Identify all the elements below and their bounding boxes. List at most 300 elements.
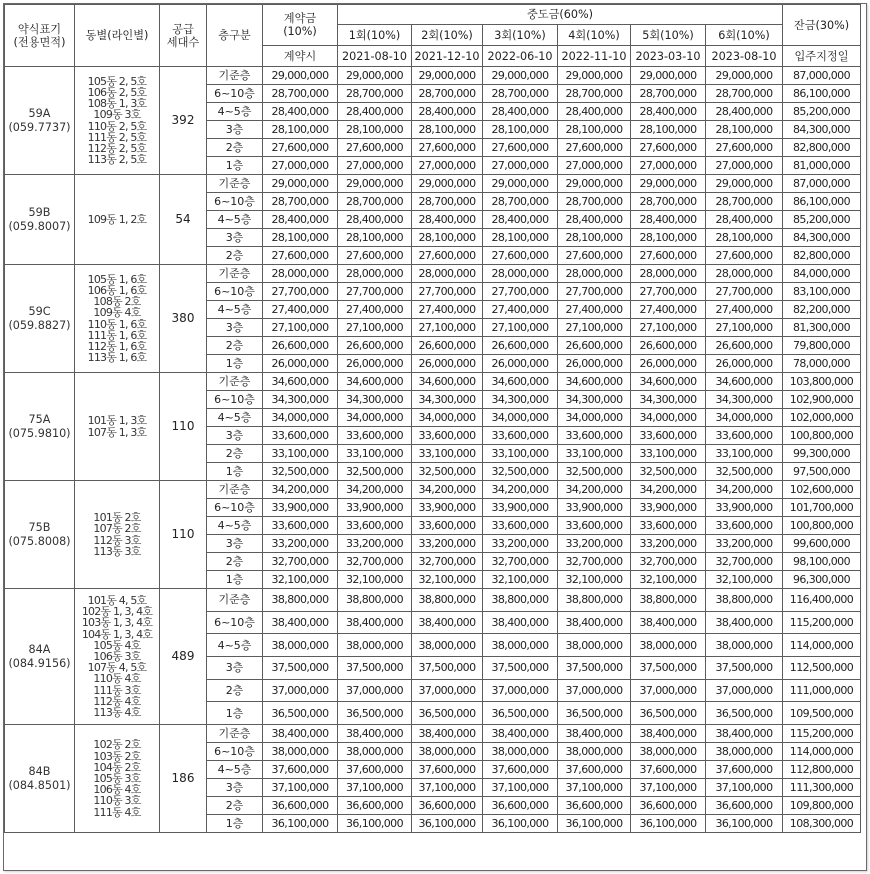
- floor-cell: 1층: [207, 157, 263, 175]
- installment-amount-cell: 38,400,000: [483, 611, 558, 634]
- dong-line-item: 107동 4, 5호: [87, 661, 147, 675]
- balance-amount-cell: 84,000,000: [783, 265, 861, 283]
- installment-amount-cell: 33,600,000: [558, 517, 631, 535]
- installment-amount-cell: 26,000,000: [706, 355, 783, 373]
- installment-amount-cell: 36,600,000: [706, 797, 783, 815]
- installment-amount-cell: 27,400,000: [558, 301, 631, 319]
- contract-header: 계약금 (10%): [263, 5, 338, 46]
- installment-amount-cell: 27,600,000: [558, 139, 631, 157]
- installment-amount-cell: 28,700,000: [483, 193, 558, 211]
- installment-amount-cell: 37,600,000: [483, 761, 558, 779]
- installment-amount-cell: 37,000,000: [706, 679, 783, 702]
- installment-amount-cell: 27,400,000: [483, 301, 558, 319]
- dong-line-item: 105동 3호: [93, 772, 141, 786]
- unit-type-cell: [5, 725, 75, 833]
- balance-amount-cell: 85,200,000: [783, 103, 861, 121]
- contract-amount-cell: 37,500,000: [263, 657, 338, 680]
- installment-amount-cell: 29,000,000: [631, 67, 706, 85]
- supply-count-cell: 110: [160, 481, 207, 589]
- installment-amount-cell: 34,600,000: [558, 373, 631, 391]
- installment-amount-cell: 27,100,000: [412, 319, 483, 337]
- installment-amount-cell: 36,500,000: [338, 702, 412, 725]
- floor-cell: 기준층: [207, 481, 263, 499]
- contract-amount-cell: 28,700,000: [263, 193, 338, 211]
- installment-amount-cell: 38,800,000: [706, 589, 783, 612]
- contract-amount-cell: 32,700,000: [263, 553, 338, 571]
- installment-amount-cell: 34,200,000: [706, 481, 783, 499]
- floor-cell: 기준층: [207, 589, 263, 612]
- balance-amount-cell: 101,700,000: [783, 499, 861, 517]
- balance-amount-cell: 84,300,000: [783, 229, 861, 247]
- contract-amount-cell: 28,100,000: [263, 229, 338, 247]
- floor-cell: 6~10층: [207, 611, 263, 634]
- unit-area-label: (084.8501): [8, 778, 71, 792]
- dong-line-item: 106동 2, 5호: [87, 85, 147, 99]
- floor-cell: 1층: [207, 571, 263, 589]
- contract-amount-cell: 28,700,000: [263, 85, 338, 103]
- installment-amount-cell: 27,000,000: [631, 157, 706, 175]
- installment-amount-cell: 33,600,000: [631, 427, 706, 445]
- installment-amount-cell: 27,400,000: [631, 301, 706, 319]
- installment-amount-cell: 29,000,000: [483, 67, 558, 85]
- installment-amount-cell: 28,100,000: [412, 229, 483, 247]
- installment-amount-cell: 33,200,000: [631, 535, 706, 553]
- installment-amount-cell: 27,000,000: [338, 157, 412, 175]
- installment-amount-cell: 33,600,000: [483, 427, 558, 445]
- installment-amount-cell: 28,000,000: [483, 265, 558, 283]
- balance-amount-cell: 84,300,000: [783, 121, 861, 139]
- dong-line-item: 110동 2, 5호: [87, 119, 147, 133]
- installment-amount-cell: 37,600,000: [631, 761, 706, 779]
- contract-amount-cell: 38,800,000: [263, 589, 338, 612]
- floor-cell: 2층: [207, 247, 263, 265]
- installment-amount-cell: 32,500,000: [706, 463, 783, 481]
- installment-amount-cell: 33,900,000: [631, 499, 706, 517]
- dong-line-item: 102동 1, 3, 4호: [81, 605, 153, 619]
- installment-1-date: 2021-08-10: [338, 46, 412, 67]
- installment-amount-cell: 34,600,000: [338, 373, 412, 391]
- dong-line-item: 112동 4호: [93, 694, 141, 708]
- installment-amount-cell: 29,000,000: [483, 175, 558, 193]
- installment-amount-cell: 33,600,000: [631, 517, 706, 535]
- installment-3-date: 2022-06-10: [483, 46, 558, 67]
- dong-header: 동별(라인별): [75, 5, 160, 67]
- balance-amount-cell: 102,000,000: [783, 409, 861, 427]
- dong-line-item: 110동 3호: [93, 794, 141, 808]
- floor-cell: 3층: [207, 779, 263, 797]
- installment-amount-cell: 36,600,000: [631, 797, 706, 815]
- installment-amount-cell: 34,000,000: [338, 409, 412, 427]
- installment-amount-cell: 37,500,000: [631, 657, 706, 680]
- installment-amount-cell: 37,000,000: [483, 679, 558, 702]
- table-row: [5, 67, 861, 85]
- installment-amount-cell: 28,700,000: [338, 193, 412, 211]
- installment-amount-cell: 38,000,000: [412, 743, 483, 761]
- balance-amount-cell: 114,000,000: [783, 634, 861, 657]
- table-row: [5, 589, 861, 612]
- dong-line-item: 107동 1, 3호: [87, 425, 147, 439]
- dong-line-item: 102동 2호: [93, 738, 141, 752]
- dong-line-item: 110동 4호: [93, 672, 141, 686]
- balance-header: 잔금(30%): [783, 5, 861, 46]
- installment-amount-cell: 33,600,000: [706, 427, 783, 445]
- installment-amount-cell: 37,500,000: [338, 657, 412, 680]
- contract-amount-cell: 28,400,000: [263, 103, 338, 121]
- type-header: 약식표기 (전용면적): [5, 5, 75, 67]
- installment-2-date: 2021-12-10: [412, 46, 483, 67]
- installment-amount-cell: 33,600,000: [558, 427, 631, 445]
- dong-line-item: 112동 3호: [93, 533, 141, 547]
- installment-amount-cell: 26,600,000: [338, 337, 412, 355]
- installment-amount-cell: 34,600,000: [631, 373, 706, 391]
- installment-amount-cell: 38,400,000: [631, 611, 706, 634]
- installment-amount-cell: 32,700,000: [338, 553, 412, 571]
- floor-cell: 6~10층: [207, 391, 263, 409]
- installment-amount-cell: 27,000,000: [483, 157, 558, 175]
- unit-area-label: (059.8007): [8, 219, 71, 233]
- installment-amount-cell: 27,700,000: [483, 283, 558, 301]
- unit-area-label: (059.8827): [8, 318, 71, 332]
- installment-amount-cell: 28,700,000: [706, 193, 783, 211]
- table-header: [5, 5, 861, 67]
- floor-cell: 4~5층: [207, 761, 263, 779]
- dong-line-item: 113동 2, 5호: [87, 153, 147, 167]
- installment-6-header: 6회(10%): [706, 25, 783, 46]
- contract-amount-cell: 29,000,000: [263, 175, 338, 193]
- installment-amount-cell: 34,300,000: [558, 391, 631, 409]
- installment-amount-cell: 32,500,000: [338, 463, 412, 481]
- installment-amount-cell: 28,400,000: [338, 103, 412, 121]
- floor-cell: 3층: [207, 121, 263, 139]
- installment-amount-cell: 28,700,000: [412, 85, 483, 103]
- installment-amount-cell: 27,100,000: [558, 319, 631, 337]
- installment-amount-cell: 38,800,000: [631, 589, 706, 612]
- table-row: [5, 175, 861, 193]
- dong-lines-cell: [75, 373, 160, 481]
- dong-line-item: 101동 1, 3호: [87, 414, 147, 428]
- installment-6-date: 2023-08-10: [706, 46, 783, 67]
- installment-amount-cell: 26,000,000: [558, 355, 631, 373]
- floor-cell: 1층: [207, 463, 263, 481]
- unit-type-label: 59A: [28, 106, 51, 120]
- contract-amount-cell: 37,000,000: [263, 679, 338, 702]
- installment-amount-cell: 27,600,000: [338, 139, 412, 157]
- installment-amount-cell: 33,200,000: [706, 535, 783, 553]
- dong-line-item: 111동 3호: [93, 683, 141, 697]
- installment-amount-cell: 26,600,000: [483, 337, 558, 355]
- installment-amount-cell: 34,200,000: [558, 481, 631, 499]
- dong-line-item: 104동 1, 3, 4호: [81, 627, 153, 641]
- supply-header: 공급 세대수: [160, 5, 207, 67]
- floor-cell: 3층: [207, 535, 263, 553]
- dong-lines-cell: [75, 589, 160, 725]
- table-row: [5, 265, 861, 283]
- installment-amount-cell: 27,100,000: [338, 319, 412, 337]
- installment-amount-cell: 38,000,000: [706, 743, 783, 761]
- installment-amount-cell: 37,100,000: [483, 779, 558, 797]
- installment-amount-cell: 27,400,000: [412, 301, 483, 319]
- supply-count-cell: 392: [160, 67, 207, 175]
- balance-amount-cell: 103,800,000: [783, 373, 861, 391]
- floor-cell: 2층: [207, 139, 263, 157]
- contract-amount-cell: 27,700,000: [263, 283, 338, 301]
- dong-lines-cell: [75, 265, 160, 373]
- unit-area-label: (075.8008): [8, 534, 71, 548]
- installment-amount-cell: 32,700,000: [706, 553, 783, 571]
- contract-amount-cell: 38,000,000: [263, 743, 338, 761]
- installment-amount-cell: 33,600,000: [412, 427, 483, 445]
- unit-type-cell: [5, 265, 75, 373]
- installment-amount-cell: 34,600,000: [412, 373, 483, 391]
- installment-amount-cell: 27,000,000: [558, 157, 631, 175]
- balance-amount-cell: 109,500,000: [783, 702, 861, 725]
- installment-amount-cell: 28,000,000: [338, 265, 412, 283]
- installment-amount-cell: 27,600,000: [631, 139, 706, 157]
- installment-amount-cell: 33,900,000: [412, 499, 483, 517]
- installment-amount-cell: 32,100,000: [706, 571, 783, 589]
- installment-amount-cell: 29,000,000: [338, 175, 412, 193]
- installment-amount-cell: 37,000,000: [631, 679, 706, 702]
- dong-line-item: 106동 4호: [93, 783, 141, 797]
- installment-amount-cell: 38,800,000: [412, 589, 483, 612]
- installment-amount-cell: 37,000,000: [412, 679, 483, 702]
- balance-amount-cell: 114,000,000: [783, 743, 861, 761]
- installment-amount-cell: 32,100,000: [631, 571, 706, 589]
- installment-amount-cell: 33,100,000: [483, 445, 558, 463]
- unit-area-label: (084.9156): [8, 656, 71, 670]
- supply-count-cell: 186: [160, 725, 207, 833]
- installment-amount-cell: 27,100,000: [631, 319, 706, 337]
- dong-line-item: 109동 1, 2호: [87, 212, 147, 226]
- dong-lines-cell: [75, 725, 160, 833]
- balance-amount-cell: 111,000,000: [783, 679, 861, 702]
- installment-amount-cell: 29,000,000: [631, 175, 706, 193]
- installment-amount-cell: 34,200,000: [338, 481, 412, 499]
- installment-amount-cell: 34,600,000: [483, 373, 558, 391]
- installment-amount-cell: 38,400,000: [706, 611, 783, 634]
- contract-amount-cell: 26,600,000: [263, 337, 338, 355]
- contract-amount-cell: 32,500,000: [263, 463, 338, 481]
- floor-cell: 6~10층: [207, 85, 263, 103]
- installment-amount-cell: 27,600,000: [483, 247, 558, 265]
- installment-amount-cell: 34,000,000: [483, 409, 558, 427]
- balance-amount-cell: 112,800,000: [783, 761, 861, 779]
- contract-amount-cell: 27,000,000: [263, 157, 338, 175]
- installment-amount-cell: 37,000,000: [338, 679, 412, 702]
- installment-amount-cell: 28,100,000: [706, 229, 783, 247]
- installment-amount-cell: 28,700,000: [412, 193, 483, 211]
- installment-amount-cell: 28,700,000: [706, 85, 783, 103]
- balance-amount-cell: 78,000,000: [783, 355, 861, 373]
- installment-amount-cell: 27,600,000: [558, 247, 631, 265]
- contract-amount-cell: 38,400,000: [263, 725, 338, 743]
- installment-amount-cell: 36,100,000: [338, 815, 412, 833]
- installment-amount-cell: 29,000,000: [706, 67, 783, 85]
- unit-area-label: (075.9810): [8, 426, 71, 440]
- unit-type-label: 84B: [28, 764, 51, 778]
- installment-amount-cell: 27,400,000: [706, 301, 783, 319]
- balance-amount-cell: 97,500,000: [783, 463, 861, 481]
- contract-amount-cell: 37,600,000: [263, 761, 338, 779]
- installment-amount-cell: 28,400,000: [631, 103, 706, 121]
- installment-amount-cell: 28,400,000: [483, 103, 558, 121]
- balance-amount-cell: 115,200,000: [783, 611, 861, 634]
- unit-type-group: [5, 175, 861, 265]
- installment-amount-cell: 28,700,000: [631, 85, 706, 103]
- installment-amount-cell: 38,400,000: [412, 611, 483, 634]
- installment-amount-cell: 33,100,000: [706, 445, 783, 463]
- floor-cell: 4~5층: [207, 103, 263, 121]
- installment-amount-cell: 34,300,000: [483, 391, 558, 409]
- balance-amount-cell: 82,800,000: [783, 139, 861, 157]
- installment-amount-cell: 26,600,000: [412, 337, 483, 355]
- balance-amount-cell: 99,300,000: [783, 445, 861, 463]
- floor-cell: 2층: [207, 337, 263, 355]
- contract-amount-cell: 26,000,000: [263, 355, 338, 373]
- installment-amount-cell: 34,200,000: [412, 481, 483, 499]
- installment-amount-cell: 29,000,000: [558, 175, 631, 193]
- installment-amount-cell: 37,100,000: [631, 779, 706, 797]
- installment-amount-cell: 38,000,000: [706, 634, 783, 657]
- installment-amount-cell: 27,700,000: [631, 283, 706, 301]
- balance-amount-cell: 83,100,000: [783, 283, 861, 301]
- installment-amount-cell: 29,000,000: [706, 175, 783, 193]
- installment-amount-cell: 28,400,000: [631, 211, 706, 229]
- floor-cell: 4~5층: [207, 301, 263, 319]
- installment-amount-cell: 36,100,000: [412, 815, 483, 833]
- installment-amount-cell: 33,600,000: [483, 517, 558, 535]
- installment-amount-cell: 28,100,000: [338, 121, 412, 139]
- floor-cell: 4~5층: [207, 634, 263, 657]
- dong-line-item: 105동 1, 6호: [87, 272, 147, 286]
- dong-line-item: 106동 1, 6호: [87, 283, 147, 297]
- installment-amount-cell: 37,500,000: [558, 657, 631, 680]
- installment-amount-cell: 33,900,000: [706, 499, 783, 517]
- balance-amount-cell: 102,900,000: [783, 391, 861, 409]
- balance-amount-cell: 81,300,000: [783, 319, 861, 337]
- balance-amount-cell: 108,300,000: [783, 815, 861, 833]
- floor-cell: 6~10층: [207, 499, 263, 517]
- installment-amount-cell: 38,000,000: [338, 634, 412, 657]
- installment-amount-cell: 37,500,000: [483, 657, 558, 680]
- installment-amount-cell: 38,800,000: [338, 589, 412, 612]
- installment-amount-cell: 34,300,000: [412, 391, 483, 409]
- balance-amount-cell: 87,000,000: [783, 175, 861, 193]
- installment-amount-cell: 28,000,000: [631, 265, 706, 283]
- contract-amount-cell: 27,100,000: [263, 319, 338, 337]
- installment-amount-cell: 27,600,000: [706, 247, 783, 265]
- dong-line-item: 113동 3호: [93, 544, 141, 558]
- balance-when: 입주지정일: [783, 46, 861, 67]
- installment-amount-cell: 27,600,000: [338, 247, 412, 265]
- installment-amount-cell: 29,000,000: [338, 67, 412, 85]
- installment-amount-cell: 38,400,000: [412, 725, 483, 743]
- contract-amount-cell: 34,300,000: [263, 391, 338, 409]
- installment-amount-cell: 38,400,000: [483, 725, 558, 743]
- installment-amount-cell: 33,100,000: [558, 445, 631, 463]
- installment-amount-cell: 33,600,000: [706, 517, 783, 535]
- balance-amount-cell: 86,100,000: [783, 193, 861, 211]
- floor-cell: 6~10층: [207, 743, 263, 761]
- installment-amount-cell: 37,100,000: [558, 779, 631, 797]
- installment-amount-cell: 26,000,000: [412, 355, 483, 373]
- unit-type-group: [5, 481, 861, 589]
- supply-count-cell: 489: [160, 589, 207, 725]
- dong-line-item: 104동 2호: [93, 760, 141, 774]
- balance-amount-cell: 98,100,000: [783, 553, 861, 571]
- balance-amount-cell: 96,300,000: [783, 571, 861, 589]
- contract-amount-cell: 28,000,000: [263, 265, 338, 283]
- floor-cell: 3층: [207, 229, 263, 247]
- balance-amount-cell: 100,800,000: [783, 427, 861, 445]
- unit-type-label: 75A: [28, 412, 51, 426]
- unit-type-group: [5, 589, 861, 725]
- installment-amount-cell: 37,600,000: [412, 761, 483, 779]
- balance-amount-cell: 116,400,000: [783, 589, 861, 612]
- dong-line-item: 113동 1, 6호: [87, 351, 147, 365]
- installment-amount-cell: 36,600,000: [483, 797, 558, 815]
- installment-amount-cell: 27,400,000: [338, 301, 412, 319]
- dong-line-item: 110동 1, 6호: [87, 317, 147, 331]
- floor-cell: 기준층: [207, 175, 263, 193]
- floor-cell: 4~5층: [207, 517, 263, 535]
- installment-amount-cell: 38,000,000: [412, 634, 483, 657]
- installment-amount-cell: 36,500,000: [631, 702, 706, 725]
- installment-amount-cell: 32,100,000: [558, 571, 631, 589]
- installment-amount-cell: 27,000,000: [706, 157, 783, 175]
- balance-amount-cell: 109,800,000: [783, 797, 861, 815]
- contract-amount-cell: 27,600,000: [263, 247, 338, 265]
- installment-amount-cell: 27,100,000: [483, 319, 558, 337]
- contract-amount-cell: 33,900,000: [263, 499, 338, 517]
- installment-amount-cell: 37,100,000: [412, 779, 483, 797]
- contract-amount-cell: 28,100,000: [263, 121, 338, 139]
- installment-amount-cell: 27,100,000: [706, 319, 783, 337]
- balance-amount-cell: 102,600,000: [783, 481, 861, 499]
- installment-amount-cell: 32,100,000: [483, 571, 558, 589]
- installment-amount-cell: 36,500,000: [558, 702, 631, 725]
- balance-amount-cell: 100,800,000: [783, 517, 861, 535]
- installment-amount-cell: 26,600,000: [558, 337, 631, 355]
- installment-amount-cell: 28,400,000: [412, 211, 483, 229]
- dong-line-item: 108동 2호: [93, 295, 141, 309]
- installment-amount-cell: 27,600,000: [412, 247, 483, 265]
- installment-amount-cell: 38,400,000: [338, 725, 412, 743]
- installment-amount-cell: 38,000,000: [483, 743, 558, 761]
- unit-area-label: (059.7737): [8, 120, 71, 134]
- contract-amount-cell: 33,600,000: [263, 427, 338, 445]
- installment-amount-cell: 37,500,000: [412, 657, 483, 680]
- floor-cell: 4~5층: [207, 409, 263, 427]
- installment-amount-cell: 26,000,000: [338, 355, 412, 373]
- floor-cell: 2층: [207, 797, 263, 815]
- installment-amount-cell: 38,000,000: [631, 634, 706, 657]
- contract-amount-cell: 27,400,000: [263, 301, 338, 319]
- contract-amount-cell: 34,200,000: [263, 481, 338, 499]
- installment-amount-cell: 33,200,000: [338, 535, 412, 553]
- dong-line-item: 112동 1, 6호: [87, 339, 147, 353]
- supply-count-cell: 54: [160, 175, 207, 265]
- dong-line-item: 103동 2호: [93, 749, 141, 763]
- balance-amount-cell: 111,300,000: [783, 779, 861, 797]
- installment-amount-cell: 34,300,000: [338, 391, 412, 409]
- dong-line-item: 107동 2호: [93, 522, 141, 536]
- installment-amount-cell: 36,600,000: [558, 797, 631, 815]
- installment-amount-cell: 32,700,000: [631, 553, 706, 571]
- installment-amount-cell: 37,600,000: [338, 761, 412, 779]
- floor-cell: 6~10층: [207, 283, 263, 301]
- installment-amount-cell: 26,600,000: [631, 337, 706, 355]
